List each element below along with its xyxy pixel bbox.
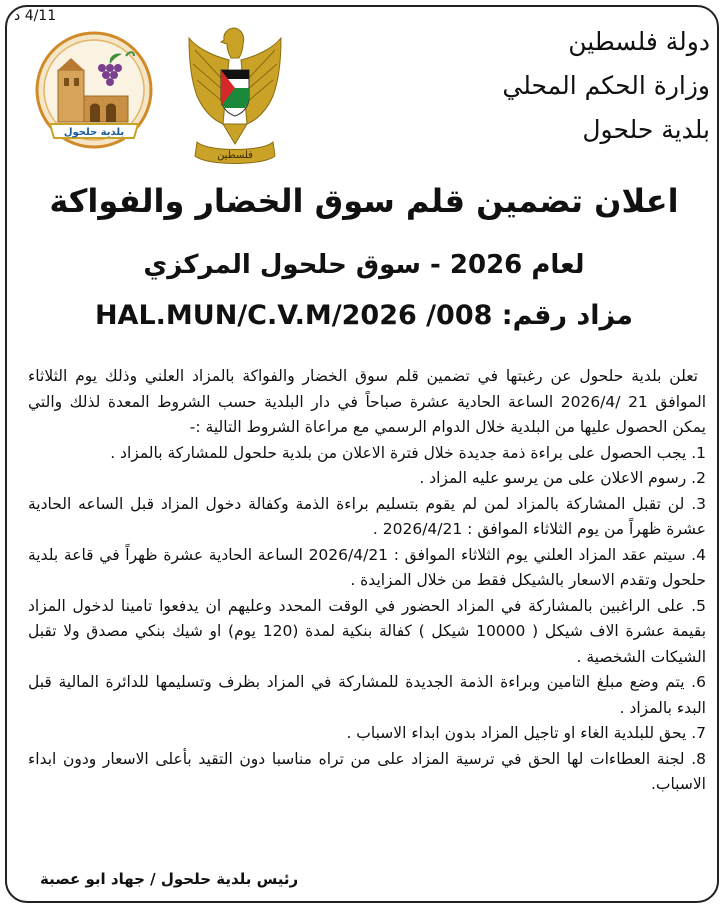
- auction-reference: مزاد رقم: HAL.MUN/C.V.M/2026 /008: [94, 300, 634, 331]
- announcement-body: [28, 364, 706, 798]
- condition-1: 1. يجب الحصول على براءة ذمة جديدة خلال فترة الاعلان من بلدية حلحول للمشاركة بالمزاد .: [110, 443, 706, 462]
- header-country: دولة فلسطين: [568, 27, 710, 56]
- header-ministry: وزارة الحكم المحلي: [502, 71, 710, 100]
- intro-paragraph: تعلن بلدية حلحول عن رغبتها في تضمين قلم سوق الخضار والفواكة بالمزاد العلني وذلك يوم الثلاثاء الموافق 21 /2026/4 الساعة الحادية عشرة صباحاً في دار البلدية حسب الشروط المعدة لذلك والتي يمكن الحصول عليها من البلدية خلال الدوام الرسمي مع مراعاة الشروط التالية :-: [28, 367, 706, 436]
- condition-3: 3. لن تقبل المشاركة بالمزاد لمن لم يقوم بتسليم براءة الذمة وكفالة دخول المزاد قبل الساعه الحادية عشرة ظهراً من يوم الثلاثاء الموافق : 2026/4/21 .: [28, 494, 706, 538]
- letterhead: [470, 20, 710, 152]
- emblem-text: فلسطين: [217, 150, 253, 161]
- condition-2: 2. رسوم الاعلان على من يرسو عليه المزاد .: [419, 469, 706, 487]
- condition-8: 8. لجنة العطاءات لها الحق في ترسية المزاد على من تراه مناسبا دون التقيد بأعلى الاسعار ودون ابداء الاسباب.: [28, 749, 706, 793]
- condition-4: 4. سيتم عقد المزاد العلني يوم الثلاثاء الموافق : 2026/4/21 الساعة الحادية عشرة ظهراً في قاعة بلدية حلحول وتقدم الاسعار بالشيكل فقط من خلال المزايدة .: [28, 545, 706, 589]
- header-municipality: بلدية حلحول: [582, 115, 710, 144]
- palestine-eagle-emblem-icon: [183, 20, 287, 170]
- condition-7: 7. يحق للبلدية الغاء او تاجيل المزاد بدون ابداء الاسباب .: [346, 724, 706, 742]
- page-number: 4/11 د: [14, 8, 57, 24]
- announcement-subtitle: لعام 2026 - سوق حلحول المركزي: [143, 250, 585, 280]
- logo-text: بلدية حلحول: [63, 127, 125, 138]
- halhul-municipality-logo-icon: [34, 30, 154, 154]
- condition-6: 6. يتم وضع مبلغ التامين وبراءة الذمة الجديدة للمشاركة في المزاد بظرف وتسليمها للدائرة المالية قبل البدء بالمزاد .: [28, 673, 706, 717]
- condition-5: 5. على الراغبين بالمشاركة في المزاد الحضور في الوقت المحدد وعليهم ان يدفعوا تامينا لدخول المزاد بقيمة عشرة الاف شيكل ( 10000 شيكل ) كفالة بنكية لمدة (120 يوم) او شيك بنكي مصدق ولا تقبل الشيكات الشخصية .: [28, 596, 707, 666]
- signature: رئيس بلدية حلحول / جهاد ابو عصبة: [40, 870, 299, 888]
- announcement-title: اعلان تضمين قلم سوق الخضار والفواكة: [49, 182, 679, 220]
